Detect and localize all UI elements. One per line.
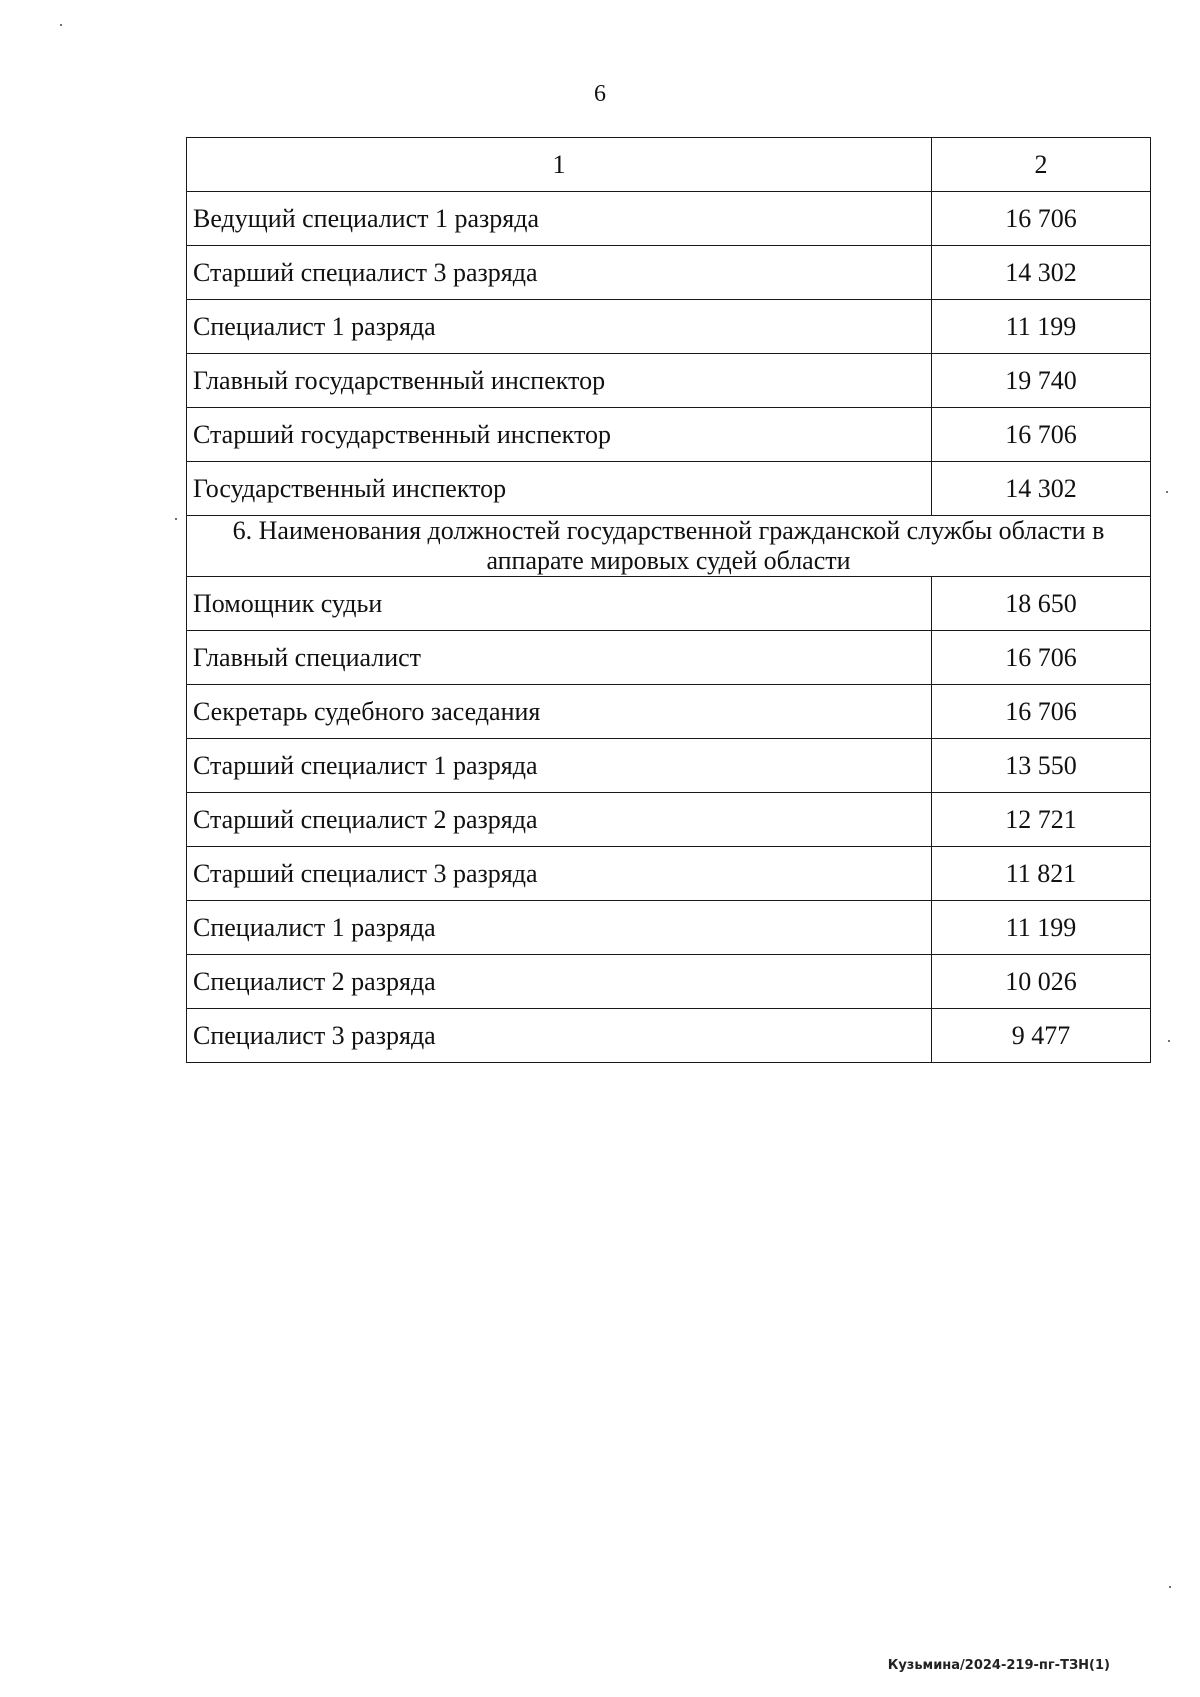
footer-document-code: Кузьмина/2024-219-пг-ТЗН(1)	[887, 1658, 1110, 1673]
salary-value: 13 550	[932, 739, 1151, 793]
table-row	[187, 901, 1151, 955]
scan-speck	[1166, 491, 1168, 493]
position-name: Секретарь судебного заседания	[187, 685, 932, 739]
column-header-2: 2	[932, 138, 1151, 192]
position-name: Старший специалист 3 разряда	[187, 847, 932, 901]
table-row	[187, 462, 1151, 516]
section-row	[187, 516, 1151, 577]
table-row	[187, 955, 1151, 1009]
salary-value: 16 706	[932, 408, 1151, 462]
salary-value: 18 650	[932, 577, 1151, 631]
position-name: Государственный инспектор	[187, 462, 932, 516]
table-row	[187, 847, 1151, 901]
table-row	[187, 354, 1151, 408]
position-name: Старший государственный инспектор	[187, 408, 932, 462]
salary-value: 16 706	[932, 631, 1151, 685]
scan-speck	[175, 518, 177, 520]
table-row	[187, 246, 1151, 300]
salary-value: 12 721	[932, 793, 1151, 847]
position-name: Специалист 1 разряда	[187, 300, 932, 354]
position-name: Старший специалист 1 разряда	[187, 739, 932, 793]
position-name: Ведущий специалист 1 разряда	[187, 192, 932, 246]
salary-value: 9 477	[932, 1009, 1151, 1063]
salary-value: 11 199	[932, 300, 1151, 354]
position-name: Главный государственный инспектор	[187, 354, 932, 408]
position-name: Помощник судьи	[187, 577, 932, 631]
salary-value: 14 302	[932, 246, 1151, 300]
column-header-1: 1	[187, 138, 932, 192]
table-row	[187, 631, 1151, 685]
salary-table	[186, 137, 1151, 1063]
page-number: 6	[594, 81, 606, 107]
position-name: Специалист 3 разряда	[187, 1009, 932, 1063]
table-row	[187, 793, 1151, 847]
salary-value: 19 740	[932, 354, 1151, 408]
salary-value: 11 821	[932, 847, 1151, 901]
table-row	[187, 739, 1151, 793]
table-row	[187, 1009, 1151, 1063]
scan-speck	[1168, 1040, 1170, 1042]
position-name: Главный специалист	[187, 631, 932, 685]
table-row	[187, 577, 1151, 631]
table-header-row	[187, 138, 1151, 192]
table-row	[187, 192, 1151, 246]
salary-value: 11 199	[932, 901, 1151, 955]
section-title: 6. Наименования должностей государственной гражданской службы области в аппарате мировых судей области	[187, 516, 1151, 577]
salary-value: 10 026	[932, 955, 1151, 1009]
scan-speck	[1169, 1586, 1171, 1588]
table-row	[187, 300, 1151, 354]
table-row	[187, 408, 1151, 462]
position-name: Специалист 1 разряда	[187, 901, 932, 955]
position-name: Специалист 2 разряда	[187, 955, 932, 1009]
salary-value: 16 706	[932, 192, 1151, 246]
salary-value: 16 706	[932, 685, 1151, 739]
position-name: Старший специалист 3 разряда	[187, 246, 932, 300]
scan-speck	[60, 24, 62, 26]
position-name: Старший специалист 2 разряда	[187, 793, 932, 847]
salary-value: 14 302	[932, 462, 1151, 516]
table-row	[187, 685, 1151, 739]
